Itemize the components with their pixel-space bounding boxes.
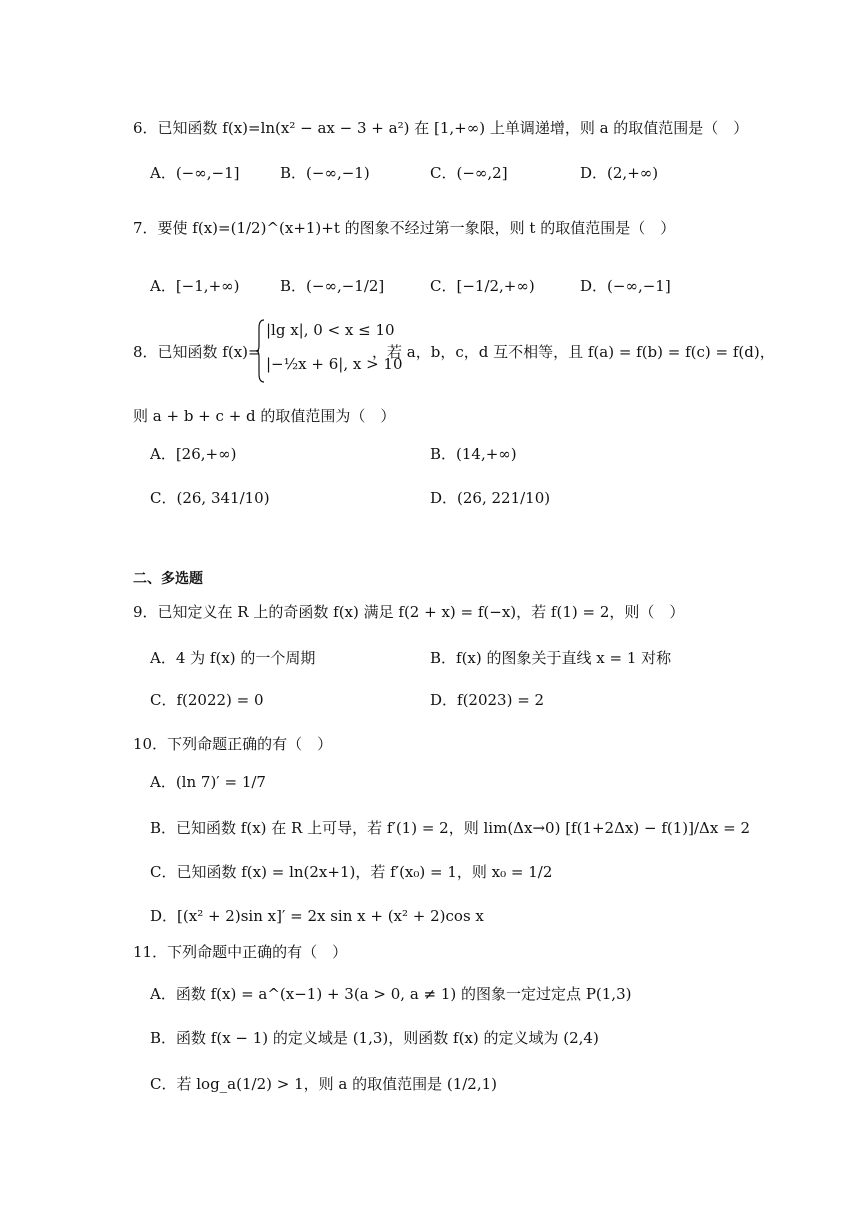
q6-option-d: D．(2,+∞): [580, 164, 659, 182]
q8-option-b: B．(14,+∞): [430, 445, 517, 463]
q10-option-d: D．[(x² + 2)sin x]′ = 2x sin x + (x² + 2)cos x: [150, 907, 484, 925]
question-11-stem: 11．下列命题中正确的有（ ）: [133, 943, 348, 961]
question-6-stem: 6．已知函数 f(x)=ln(x² − ax − 3 + a²) 在 [1,+∞) 上单调递增，则 a 的取值范围是（ ）: [133, 119, 749, 137]
q6-option-c: C．(−∞,2]: [430, 164, 508, 182]
question-8-stem-suffix: ，若 a，b，c，d 互不相等，且 f(a) = f(b) = f(c) = f(d)，: [372, 343, 775, 361]
q9-option-b: B．f(x) 的图象关于直线 x = 1 对称: [430, 649, 672, 667]
q8-case-1: |lg x|, 0 < x ≤ 10: [266, 321, 395, 339]
q6-option-b: B．(−∞,−1): [280, 164, 370, 182]
section-title: 二、多选题: [133, 571, 203, 587]
q11-option-a: A．函数 f(x) = a^(x−1) + 3(a > 0, a ≠ 1) 的图象一定过定点 P(1,3): [150, 985, 632, 1003]
q11-option-c: C．若 log_a(1/2) > 1，则 a 的取值范围是 (1/2,1): [150, 1075, 498, 1093]
question-7-stem: 7．要使 f(x)=(1/2)^(x+1)+t 的图象不经过第一象限，则 t 的取值范围是（ ）: [133, 219, 676, 237]
q7-option-a: A．[−1,+∞): [150, 277, 240, 295]
q7-option-b: B．(−∞,−1/2]: [280, 277, 385, 295]
piecewise-brace-icon: [256, 318, 266, 384]
question-9-stem: 9．已知定义在 R 上的奇函数 f(x) 满足 f(2 + x) = f(−x)，若 f(1) = 2，则（ ）: [133, 603, 685, 621]
q8-case-2: |−½x + 6|, x > 10: [266, 355, 403, 373]
q8-option-d: D．(26, 221/10): [430, 489, 551, 507]
q9-option-c: C．f(2022) = 0: [150, 691, 264, 709]
q10-option-b: B．已知函数 f(x) 在 R 上可导，若 f′(1) = 2，则 lim(Δx→0) [f(1+2Δx) − f(1)]/Δx = 2: [150, 819, 750, 837]
question-8-stem-prefix: 8．已知函数 f(x)=: [133, 343, 261, 361]
question-8-stem-line2: 则 a + b + c + d 的取值范围为（ ）: [133, 407, 396, 425]
q9-option-a: A．4 为 f(x) 的一个周期: [150, 649, 316, 667]
q9-option-d: D．f(2023) = 2: [430, 691, 545, 709]
question-10-stem: 10．下列命题正确的有（ ）: [133, 735, 333, 753]
q8-option-c: C．(26, 341/10): [150, 489, 270, 507]
q11-option-b: B．函数 f(x − 1) 的定义域是 (1,3)，则函数 f(x) 的定义域为 (2,4): [150, 1029, 599, 1047]
q6-option-a: A．(−∞,−1]: [150, 164, 240, 182]
q10-option-a: A．(ln 7)′ = 1/7: [150, 773, 266, 791]
q7-option-d: D．(−∞,−1]: [580, 277, 671, 295]
q7-option-c: C．[−1/2,+∞): [430, 277, 535, 295]
q8-option-a: A．[26,+∞): [150, 445, 237, 463]
q10-option-c: C．已知函数 f(x) = ln(2x+1)，若 f′(x₀) = 1，则 x₀ = 1/2: [150, 863, 553, 881]
